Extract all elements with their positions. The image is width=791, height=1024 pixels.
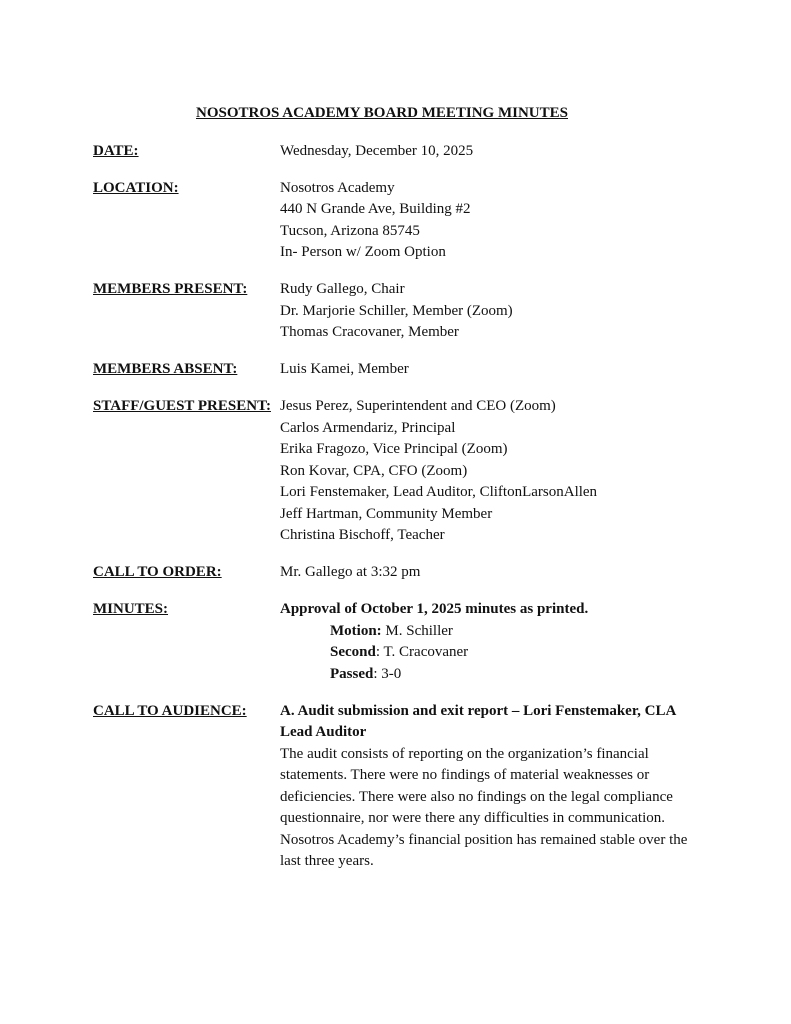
call-to-audience-content [280, 701, 693, 873]
section-location [93, 178, 693, 264]
location-line: Nosotros Academy [280, 179, 395, 196]
section-members-present [93, 279, 693, 344]
staff-guest-label: STAFF/GUEST PRESENT: [93, 398, 271, 414]
staff-guest-line: Lori Fenstemaker, Lead Auditor, CliftonLarsonAllen [280, 484, 598, 500]
location-line: 440 N Grande Ave, Building #2 [280, 201, 471, 217]
member-present-line: Rudy Gallego, Chair [280, 281, 405, 297]
location-label: LOCATION: [93, 179, 179, 196]
date-value: Wednesday, December 10, 2025 [280, 142, 474, 159]
members-absent-label: MEMBERS ABSENT: [93, 361, 238, 377]
call-to-audience-label: CALL TO AUDIENCE: [93, 702, 247, 719]
passed-prefix: Passed [330, 665, 374, 682]
call-to-order-value: Mr. Gallego at 3:32 pm [280, 564, 421, 580]
section-call-to-order [93, 562, 693, 584]
second-value: : T. Cracovaner [375, 644, 469, 660]
staff-guest-line: Jeff Hartman, Community Member [280, 505, 493, 522]
member-absent-line: Luis Kamei, Member [280, 361, 409, 377]
minutes-motion-line [330, 621, 693, 643]
audience-item-body: The audit consists of reporting on the organization’s financial statements. There were no findings of material weaknesses or deficiencies. There were also no findings on the legal compliance questionnaire, nor were there any difficulties in communication. Nosotros Academy’s financial position has remained stable over the last three years. [280, 745, 688, 869]
minutes-second-line [330, 642, 693, 664]
audience-item-heading: A. Audit submission and exit report – Lori Fenstemaker, CLA Lead Auditor [280, 702, 676, 740]
section-call-to-audience [93, 701, 693, 873]
minutes-heading: Approval of October 1, 2025 minutes as printed. [280, 601, 589, 617]
staff-guest-line: Erika Fragozo, Vice Principal (Zoom) [280, 441, 508, 457]
location-line: In- Person w/ Zoom Option [280, 244, 446, 260]
staff-guest-line: Carlos Armendariz, Principal [280, 419, 456, 436]
minutes-passed-line [330, 664, 693, 686]
page-title: NOSOTROS ACADEMY BOARD MEETING MINUTES [196, 105, 568, 121]
location-lines [280, 178, 693, 264]
staff-guest-lines [280, 396, 693, 547]
motion-value: M. Schiller [381, 622, 453, 639]
section-date [93, 141, 693, 163]
motion-prefix: Motion: [330, 622, 382, 639]
members-present-lines [280, 279, 693, 344]
staff-guest-line: Jesus Perez, Superintendent and CEO (Zoom) [280, 398, 556, 414]
second-prefix: Second [330, 644, 376, 660]
staff-guest-line: Ron Kovar, CPA, CFO (Zoom) [280, 462, 468, 479]
call-to-order-label: CALL TO ORDER: [93, 564, 222, 580]
section-staff-guest-present [93, 396, 693, 547]
member-present-line: Dr. Marjorie Schiller, Member (Zoom) [280, 302, 513, 319]
members-absent-lines [280, 359, 693, 381]
member-present-line: Thomas Cracovaner, Member [280, 324, 459, 340]
minutes-label: MINUTES: [93, 601, 169, 617]
section-members-absent [93, 359, 693, 381]
section-minutes [93, 599, 693, 685]
staff-guest-line: Christina Bischoff, Teacher [280, 527, 445, 543]
minutes-content [280, 599, 693, 685]
location-line: Tucson, Arizona 85745 [280, 222, 420, 239]
date-label: DATE: [93, 142, 139, 159]
members-present-label: MEMBERS PRESENT: [93, 281, 248, 297]
passed-value: : 3-0 [373, 665, 402, 682]
